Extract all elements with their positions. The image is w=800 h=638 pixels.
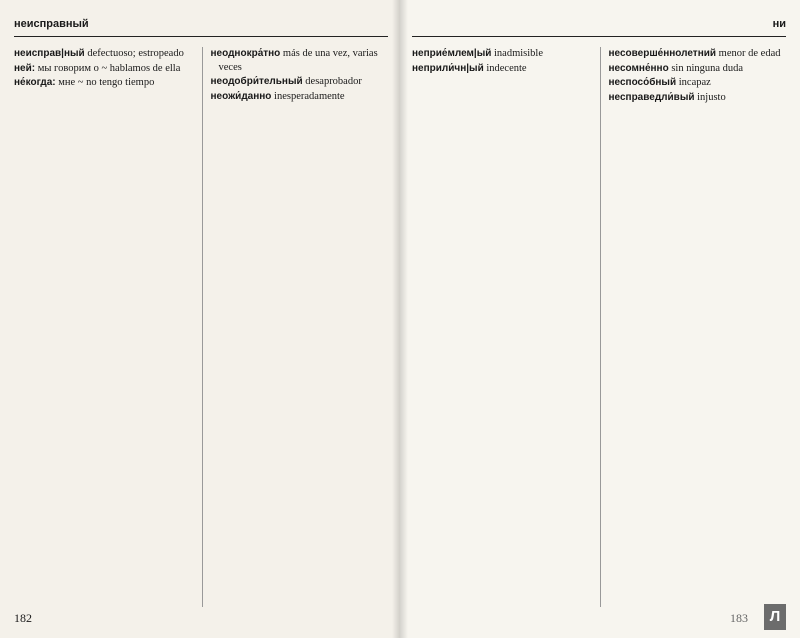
entry-text: мне ~ no tengo tiempo — [55, 77, 155, 88]
dictionary-entry — [211, 90, 389, 104]
dictionary-entry — [412, 47, 590, 61]
entry-headword: неодобри́тельный — [210, 76, 303, 87]
entry-headword: не́когда: — [14, 77, 56, 88]
entry-headword: неоднокра́тно — [210, 48, 281, 59]
entry-headword: несоверше́ннолетний — [608, 48, 717, 59]
entry-headword: неспосо́бный — [608, 77, 677, 88]
entry-text: desaprobador — [302, 76, 362, 87]
dictionary-entry — [14, 62, 192, 76]
dictionary-entry — [14, 76, 192, 90]
entry-text: más de una vez, varias veces — [218, 48, 378, 73]
right-column-1 — [412, 47, 590, 607]
entry-text: menor de edad — [716, 48, 781, 59]
left-running-head: неисправный — [14, 18, 388, 37]
right-page — [400, 0, 800, 638]
publisher-logo: Л — [764, 604, 786, 630]
dictionary-entry — [211, 47, 389, 74]
right-columns — [412, 47, 786, 607]
entry-headword: неприли́чн|ый — [412, 62, 484, 74]
dictionary-entry — [609, 76, 787, 90]
left-column-1 — [14, 47, 192, 607]
dictionary-entry — [609, 62, 787, 76]
right-running-head: ни — [412, 18, 786, 37]
entry-headword: неисправ|ный — [14, 48, 85, 59]
entry-text: indecente — [483, 62, 527, 74]
entry-text: inesperadamente — [271, 90, 345, 102]
right-column-2 — [600, 47, 787, 607]
dictionary-entry — [211, 75, 389, 89]
left-page-number: 182 — [14, 611, 32, 625]
entry-text: sin ninguna duda — [668, 62, 744, 74]
entry-text: injusto — [694, 91, 726, 103]
dictionary-entry — [609, 91, 787, 105]
entry-headword: ней: — [14, 62, 36, 74]
entry-text: defectuoso; estropeado — [84, 48, 184, 59]
entry-headword: неприе́млем|ый — [412, 48, 492, 59]
entry-headword: несправедли́вый — [608, 91, 695, 103]
dictionary-entry — [412, 62, 590, 76]
dictionary-entry — [609, 47, 787, 61]
entry-text: incapaz — [676, 77, 711, 88]
entry-headword: несомне́нно — [608, 62, 669, 74]
book-gutter — [392, 0, 408, 638]
entry-text: inadmisible — [491, 48, 544, 59]
dictionary-entry — [14, 47, 192, 61]
entry-headword: неожи́данно — [210, 90, 272, 102]
right-page-number: 183 — [730, 611, 748, 625]
left-column-2 — [202, 47, 389, 607]
entry-text: мы говорим о ~ hablamos de ella — [35, 62, 181, 74]
left-columns — [14, 47, 388, 607]
